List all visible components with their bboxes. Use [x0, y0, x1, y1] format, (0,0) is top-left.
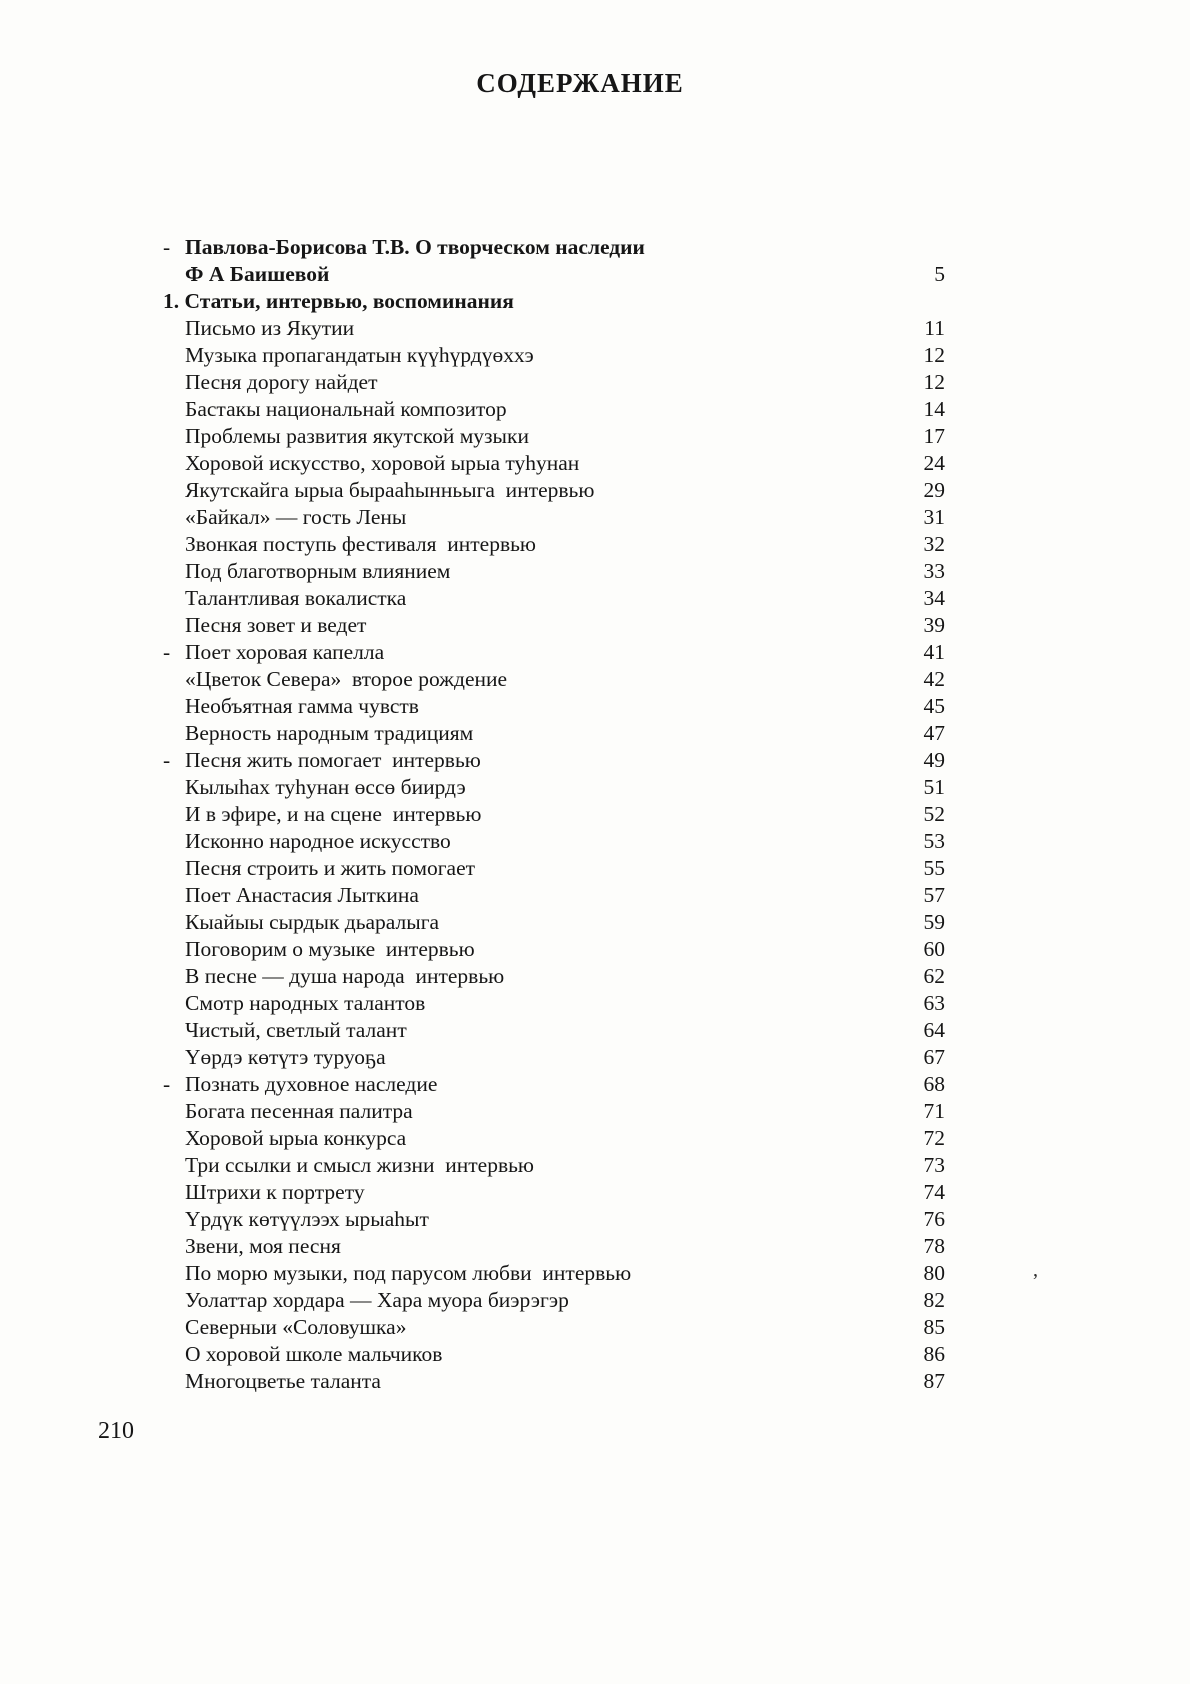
- entry-page-number: 12: [923, 370, 945, 394]
- entry-page-number: 55: [923, 856, 945, 880]
- toc-entry: [163, 315, 945, 342]
- entry-page-number: 64: [923, 1018, 945, 1042]
- toc-entry: [163, 396, 945, 423]
- entry-dash: -: [163, 1072, 171, 1096]
- entry-page-number: 72: [923, 1126, 945, 1150]
- toc-entry: [163, 1368, 945, 1395]
- toc-entry-lead-line1: [163, 234, 945, 261]
- entry-title: Бастакы национальнай композитор: [185, 397, 507, 421]
- entry-title: О хоровой школе мальчиков: [185, 1342, 443, 1366]
- entry-title: Хоровой ырыа конкурса: [185, 1126, 407, 1150]
- entry-page-number: 80: [923, 1261, 945, 1285]
- toc-entry: [163, 585, 945, 612]
- toc-entry: [163, 477, 945, 504]
- entry-page-number: 74: [923, 1180, 945, 1204]
- entry-title: Үрдүк көтүүлээх ырыаһыт: [185, 1207, 429, 1231]
- entry-page-number: 71: [923, 1099, 945, 1123]
- entry-title: Смотр народных талантов: [185, 991, 426, 1015]
- entry-title: Кыайыы сырдык дьаралыга: [185, 910, 440, 934]
- entry-dash: -: [163, 640, 171, 664]
- entry-title: Познать духовное наследие: [185, 1072, 438, 1096]
- entry-title: Песня жить помогает интервью: [185, 748, 481, 772]
- entry-dash: -: [163, 748, 171, 772]
- entry-page-number: 57: [923, 883, 945, 907]
- entry-page-number: 17: [923, 424, 945, 448]
- toc-entry: [163, 1017, 945, 1044]
- toc-entry: [163, 1071, 945, 1098]
- toc-entry: [163, 1044, 945, 1071]
- toc-entry: [163, 882, 945, 909]
- entry-title: И в эфире, и на сцене интервью: [185, 802, 482, 826]
- toc-entry: [163, 1125, 945, 1152]
- toc-entry: [163, 342, 945, 369]
- entry-dash: -: [163, 235, 171, 259]
- entry-title: Три ссылки и смысл жизни интервью: [185, 1153, 534, 1177]
- toc-section-heading: [163, 288, 945, 315]
- toc-entry: [163, 936, 945, 963]
- entry-title: Ф А Баишевой: [185, 262, 330, 286]
- entry-page-number: 85: [923, 1315, 945, 1339]
- entry-title: Многоцветье таланта: [185, 1369, 381, 1393]
- page-title: СОДЕРЖАНИЕ: [476, 68, 684, 98]
- toc-entry: [163, 720, 945, 747]
- toc-entry-lead-line2: [163, 261, 945, 288]
- stray-scan-mark: ’: [1032, 1270, 1039, 1292]
- entry-author: Павлова-Борисова Т.В.: [185, 235, 410, 259]
- toc-entry: [163, 1341, 945, 1368]
- toc-entry: [163, 1206, 945, 1233]
- toc-entry: [163, 1260, 945, 1287]
- entry-page-number: 49: [923, 748, 945, 772]
- toc-entry: [163, 693, 945, 720]
- entry-title: Чистый, светлый талант: [185, 1018, 407, 1042]
- entry-page-number: 32: [923, 532, 945, 556]
- entry-page-number: 53: [923, 829, 945, 853]
- toc-entry: [163, 504, 945, 531]
- entry-title: Уолаттар хордара — Хара муора биэрэгэр: [185, 1288, 569, 1312]
- toc-entry: [163, 963, 945, 990]
- toc-entry: [163, 828, 945, 855]
- toc-entry: [163, 531, 945, 558]
- toc-entry: [163, 1152, 945, 1179]
- entry-title-rest: О творческом наследии: [409, 235, 645, 259]
- entry-page-number: 62: [923, 964, 945, 988]
- entry-page-number: 45: [923, 694, 945, 718]
- entry-page-number: 73: [923, 1153, 945, 1177]
- toc-entries: [163, 315, 945, 1395]
- toc-entry: [163, 369, 945, 396]
- entry-page-number: 82: [923, 1288, 945, 1312]
- entry-title: Музыка пропагандатын күүһүрдүөххэ: [185, 343, 534, 367]
- toc-entry: [163, 1287, 945, 1314]
- entry-page-number: 39: [923, 613, 945, 637]
- entry-page-number: 59: [923, 910, 945, 934]
- entry-page-number: 5: [934, 262, 945, 286]
- entry-title: Үөрдэ көтүтэ туруоҕа: [185, 1045, 386, 1069]
- entry-title: Верность народным традициям: [185, 721, 474, 745]
- entry-page-number: 60: [923, 937, 945, 961]
- entry-page-number: 41: [923, 640, 945, 664]
- table-of-contents: [163, 234, 945, 1395]
- entry-page-number: 63: [923, 991, 945, 1015]
- entry-page-number: 29: [923, 478, 945, 502]
- entry-title: Песня зовет и ведет: [185, 613, 367, 637]
- entry-title: Талантливая вокалистка: [185, 586, 407, 610]
- entry-title: Звени, моя песня: [185, 1234, 341, 1258]
- entry-page-number: 68: [923, 1072, 945, 1096]
- entry-page-number: 12: [923, 343, 945, 367]
- entry-title: «Байкал» — гость Лены: [185, 505, 407, 529]
- entry-title: Штрихи к портрету: [185, 1180, 365, 1204]
- toc-entry: [163, 558, 945, 585]
- entry-title: Богата песенная палитра: [185, 1099, 413, 1123]
- entry-page-number: 67: [923, 1045, 945, 1069]
- entry-page-number: 11: [924, 316, 945, 340]
- entry-page-number: 24: [923, 451, 945, 475]
- toc-entry: [163, 855, 945, 882]
- entry-page-number: 86: [923, 1342, 945, 1366]
- entry-title: Исконно народное искусство: [185, 829, 451, 853]
- entry-title: По морю музыки, под парусом любви интервью: [185, 1261, 632, 1285]
- entry-page-number: 87: [923, 1369, 945, 1393]
- toc-entry: [163, 774, 945, 801]
- entry-page-number: 76: [923, 1207, 945, 1231]
- entry-title: Северныи «Соловушка»: [185, 1315, 407, 1339]
- toc-entry: [163, 639, 945, 666]
- entry-page-number: 51: [923, 775, 945, 799]
- entry-page-number: 47: [923, 721, 945, 745]
- entry-page-number: 42: [923, 667, 945, 691]
- toc-entry: [163, 423, 945, 450]
- entry-page-number: 31: [923, 505, 945, 529]
- toc-entry: [163, 612, 945, 639]
- toc-entry: [163, 1233, 945, 1260]
- entry-title: В песне — душа народа интервью: [185, 964, 505, 988]
- entry-page-number: 78: [923, 1234, 945, 1258]
- entry-title: Поет хоровая капелла: [185, 640, 385, 664]
- entry-title: Кылыһах туһунан өссө биирдэ: [185, 775, 466, 799]
- toc-entry: [163, 1098, 945, 1125]
- folio-page-number: 210: [98, 1418, 134, 1444]
- toc-entry: [163, 801, 945, 828]
- toc-entry: [163, 1314, 945, 1341]
- entry-title: Письмо из Якутии: [185, 316, 355, 340]
- toc-entry: [163, 747, 945, 774]
- toc-entry: [163, 990, 945, 1017]
- entry-title: Поговорим о музыке интервью: [185, 937, 475, 961]
- entry-page-number: 34: [923, 586, 945, 610]
- section-heading-text: 1. Статьи, интервью, воспоминания: [163, 289, 514, 313]
- toc-entry: [163, 666, 945, 693]
- entry-page-number: 52: [923, 802, 945, 826]
- toc-entry: [163, 1179, 945, 1206]
- entry-title: Поет Анастасия Лыткина: [185, 883, 419, 907]
- entry-title: «Цветок Севера» второе рождение: [185, 667, 508, 691]
- entry-title: [185, 234, 897, 261]
- entry-title: Песня дорогу найдет: [185, 370, 378, 394]
- entry-title: Под благотворным влиянием: [185, 559, 451, 583]
- entry-title: Песня строить и жить помогает: [185, 856, 476, 880]
- entry-title: Хоровой искусство, хоровой ырыа туһунан: [185, 451, 580, 475]
- entry-title: Якутскайга ырыа бырааһынньыга интервью: [185, 478, 595, 502]
- entry-title: Звонкая поступь фестиваля интервью: [185, 532, 536, 556]
- entry-title: Проблемы развития якутской музыки: [185, 424, 529, 448]
- toc-entry: [163, 450, 945, 477]
- toc-entry: [163, 909, 945, 936]
- entry-page-number: 33: [923, 559, 945, 583]
- entry-title: Необъятная гамма чувств: [185, 694, 419, 718]
- entry-page-number: 14: [923, 397, 945, 421]
